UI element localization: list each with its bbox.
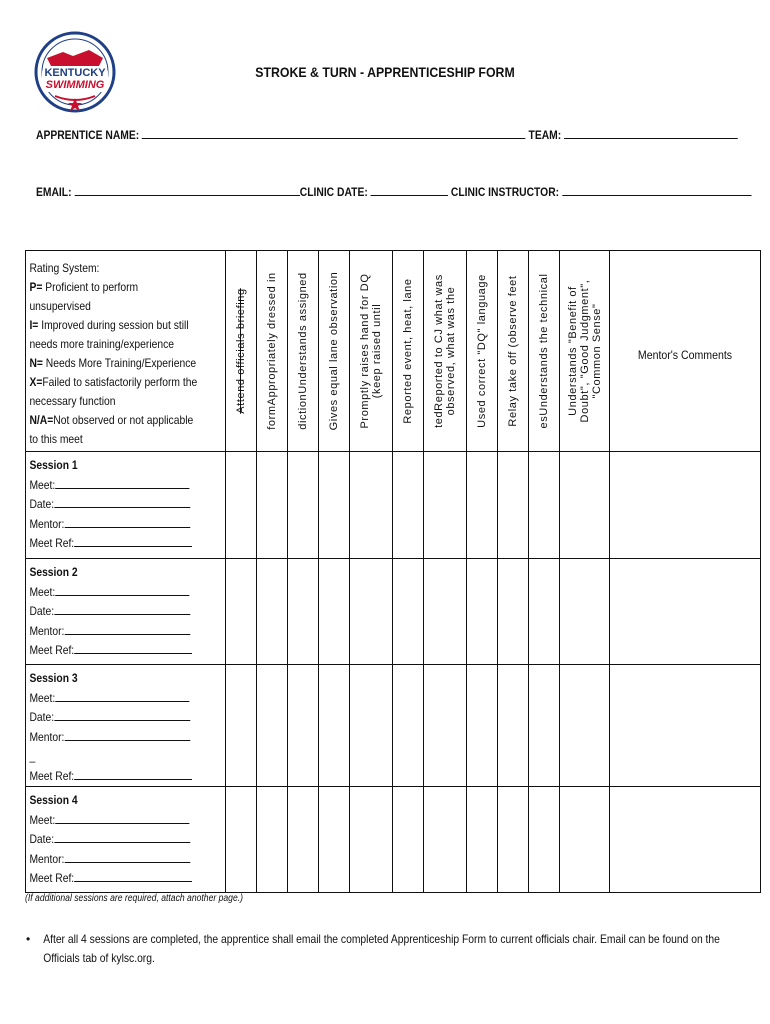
- session-3-cell: [26, 665, 226, 787]
- mentor-comments-label: Mentor's Comments: [638, 348, 733, 362]
- session-2-meet-field[interactable]: [55, 583, 189, 596]
- rating-cell[interactable]: [529, 665, 560, 787]
- rating-cell[interactable]: [424, 665, 467, 787]
- rating-cell[interactable]: [424, 559, 467, 665]
- rating-cell[interactable]: [467, 665, 498, 787]
- rating-na-text2: to this meet: [29, 432, 83, 446]
- email-row: [36, 184, 751, 199]
- column-header-11-text3: "Common Sense": [590, 303, 603, 399]
- session-2-meet-label: Meet:: [29, 584, 56, 599]
- column-header-3: [288, 251, 319, 452]
- rating-cell[interactable]: [226, 452, 257, 559]
- column-header-3-text: dictionUnderstands assigned: [297, 272, 310, 430]
- column-header-11-text: Understands "Benefit of: [566, 286, 579, 416]
- rating-cell[interactable]: [467, 452, 498, 559]
- apprentice-name-label: APPRENTICE NAME:: [36, 128, 140, 142]
- rating-i-text2: needs more training/experience: [29, 337, 175, 351]
- rating-cell[interactable]: [257, 665, 288, 787]
- mentor-comment-cell[interactable]: [610, 452, 761, 559]
- rating-cell[interactable]: [529, 787, 560, 893]
- session-4-date-field[interactable]: [54, 830, 190, 843]
- rating-n-key: N=: [29, 356, 43, 370]
- session-1-meet-ref-field[interactable]: [74, 534, 192, 547]
- column-header-6-text: Reported event, heat, lane: [402, 278, 415, 424]
- rating-cell[interactable]: [288, 787, 319, 893]
- rating-cell[interactable]: [498, 787, 529, 893]
- session-4-meet-label: Meet:: [29, 812, 56, 827]
- rating-cell[interactable]: [498, 559, 529, 665]
- column-header-7-text: tedReported to CJ what was: [433, 274, 446, 428]
- column-header-2-text: formAppropriately dressed in: [266, 272, 279, 430]
- rating-cell[interactable]: [393, 452, 424, 559]
- team-label: TEAM:: [528, 128, 562, 142]
- rating-cell[interactable]: [467, 787, 498, 893]
- bullet-symbol: •: [26, 932, 31, 946]
- table-header-row: [26, 251, 761, 452]
- column-header-2: [257, 251, 288, 452]
- column-header-5: [350, 251, 393, 452]
- column-header-6: [393, 251, 424, 452]
- rating-p-key: P=: [29, 280, 43, 294]
- mentor-comment-cell[interactable]: [610, 665, 761, 787]
- rating-cell[interactable]: [257, 787, 288, 893]
- rating-cell[interactable]: [319, 452, 350, 559]
- rating-cell[interactable]: [560, 559, 610, 665]
- rating-cell[interactable]: [529, 559, 560, 665]
- session-4-meet-ref-field[interactable]: [74, 869, 192, 882]
- rating-x-key: X=: [29, 375, 43, 389]
- session-1-meet-ref-label: Meet Ref:: [29, 536, 75, 550]
- session-4-mentor-label: Mentor:: [29, 851, 65, 866]
- rating-cell[interactable]: [288, 665, 319, 787]
- rating-x-text: Failed to satisfactorily perform the: [42, 375, 198, 389]
- rating-cell[interactable]: [319, 559, 350, 665]
- session-2-cell: [26, 559, 226, 665]
- session-2-title: Session 2: [29, 565, 78, 579]
- column-header-11-text2: Doubt", "Good Judgment",: [578, 279, 591, 423]
- rating-cell[interactable]: [350, 559, 393, 665]
- column-header-8-text: Used correct "DQ" language: [476, 274, 489, 428]
- session-4-meet-field[interactable]: [55, 811, 189, 824]
- rating-cell[interactable]: [226, 787, 257, 893]
- column-header-1: [226, 251, 257, 452]
- column-header-5-text2: (keep raised until: [371, 303, 384, 399]
- rating-i-key: I=: [29, 318, 39, 332]
- session-1-title: Session 1: [29, 458, 78, 472]
- rating-cell[interactable]: [350, 452, 393, 559]
- column-header-10-text: esUnderstands the technical: [538, 273, 551, 429]
- clinic-instructor-field[interactable]: [562, 184, 751, 196]
- session-3-meet-ref-field[interactable]: [74, 767, 192, 780]
- session-3-extra-line: _: [29, 749, 36, 763]
- column-header-5-text: Promptly raises hand for DQ: [359, 273, 372, 429]
- rating-cell[interactable]: [257, 452, 288, 559]
- rating-cell[interactable]: [350, 787, 393, 893]
- rating-cell[interactable]: [424, 452, 467, 559]
- session-3-meet-field[interactable]: [55, 689, 189, 702]
- session-1-mentor-label: Mentor:: [29, 516, 65, 531]
- rating-cell[interactable]: [226, 559, 257, 665]
- rating-cell[interactable]: [498, 452, 529, 559]
- apprentice-name-field[interactable]: [142, 127, 526, 139]
- rating-cell[interactable]: [467, 559, 498, 665]
- session-3-date-label: Date:: [29, 710, 55, 724]
- instruction-bullet: [26, 930, 726, 968]
- rating-cell[interactable]: [393, 559, 424, 665]
- rating-p-text: Proficient to perform: [42, 280, 139, 294]
- rating-i-text: Improved during session but still: [38, 318, 189, 332]
- rating-n-text: Needs More Training/Experience: [42, 356, 197, 370]
- rating-na-text: Not observed or not applicable: [53, 413, 194, 427]
- table-row: [26, 787, 761, 893]
- mentor-comments-header: [610, 251, 761, 452]
- rating-cell[interactable]: [288, 559, 319, 665]
- mentor-comment-cell[interactable]: [610, 787, 761, 893]
- session-4-cell: [26, 787, 226, 893]
- session-2-mentor-field[interactable]: [64, 622, 190, 635]
- session-2-meet-ref-label: Meet Ref:: [29, 643, 75, 657]
- column-header-8: [467, 251, 498, 452]
- table-row: [26, 665, 761, 787]
- email-field[interactable]: [74, 184, 299, 196]
- rating-cell[interactable]: [393, 787, 424, 893]
- session-3-meet-ref-label: Meet Ref:: [29, 768, 75, 783]
- session-2-meet-ref-field[interactable]: [74, 641, 192, 654]
- column-header-9: [498, 251, 529, 452]
- clinic-date-label: CLINIC DATE:: [299, 185, 368, 199]
- session-1-cell: [26, 452, 226, 559]
- rating-cell[interactable]: [498, 665, 529, 787]
- session-2-date-label: Date:: [29, 604, 55, 618]
- column-header-4: [319, 251, 350, 452]
- session-4-mentor-field[interactable]: [64, 850, 190, 863]
- session-2-mentor-label: Mentor:: [29, 623, 65, 638]
- column-header-9-text: Relay take off (observe feet: [507, 275, 520, 427]
- session-4-date-label: Date:: [29, 832, 55, 846]
- logo-text-swimming: SWIMMING: [45, 79, 105, 91]
- session-2-date-field[interactable]: [54, 602, 190, 615]
- rating-cell[interactable]: [350, 665, 393, 787]
- rating-cell[interactable]: [560, 787, 610, 893]
- instruction-text: After all 4 sessions are completed, the apprentice shall email the completed Apprenticeship Form to current officials chair. Email can be found on the Officials tab of kylsc.org.: [43, 932, 720, 965]
- column-header-7: [424, 251, 467, 452]
- rating-heading: Rating System:: [29, 261, 100, 275]
- rating-na-key: N/A=: [29, 413, 54, 427]
- table-row: [26, 452, 761, 559]
- session-3-meet-label: Meet:: [29, 690, 56, 705]
- session-4-title: Session 4: [29, 793, 78, 807]
- session-1-meet-label: Meet:: [29, 477, 56, 492]
- email-label: EMAIL:: [36, 185, 72, 199]
- table-row: [26, 559, 761, 665]
- session-3-date-field[interactable]: [54, 708, 190, 721]
- rating-cell[interactable]: [257, 559, 288, 665]
- rating-cell[interactable]: [560, 665, 610, 787]
- session-1-date-label: Date:: [29, 497, 55, 511]
- session-1-meet-field[interactable]: [55, 476, 189, 489]
- session-3-mentor-label: Mentor:: [29, 729, 65, 744]
- rating-cell[interactable]: [226, 665, 257, 787]
- clinic-instructor-label: CLINIC INSTRUCTOR:: [450, 185, 560, 199]
- rating-cell[interactable]: [529, 452, 560, 559]
- apprentice-name-row: [36, 127, 738, 142]
- page-title: STROKE & TURN - APPRENTICESHIP FORM: [255, 64, 515, 80]
- column-header-1-text: Attend officials briefing: [235, 288, 248, 414]
- column-header-11: [560, 251, 610, 452]
- rating-cell[interactable]: [319, 665, 350, 787]
- session-1-date-field[interactable]: [54, 495, 190, 508]
- rating-cell[interactable]: [288, 452, 319, 559]
- rating-system-legend: [26, 251, 197, 449]
- rating-system-cell: [26, 251, 226, 452]
- mentor-comment-cell[interactable]: [610, 559, 761, 665]
- rating-cell[interactable]: [393, 665, 424, 787]
- rating-x-text2: necessary function: [29, 394, 116, 408]
- session-1-mentor-field[interactable]: [64, 515, 190, 528]
- additional-sessions-note: (If additional sessions are required, attach another page.): [25, 893, 244, 904]
- rating-cell[interactable]: [319, 787, 350, 893]
- column-header-10: [529, 251, 560, 452]
- session-3-mentor-field[interactable]: [64, 728, 190, 741]
- evaluation-table: [25, 250, 761, 893]
- rating-cell[interactable]: [560, 452, 610, 559]
- logo-text-kentucky: KENTUCKY: [44, 67, 106, 79]
- session-4-meet-ref-label: Meet Ref:: [29, 871, 75, 885]
- clinic-date-field[interactable]: [371, 184, 448, 196]
- session-3-title: Session 3: [29, 671, 78, 685]
- column-header-7-text2: observed, what was the: [445, 286, 458, 416]
- team-field[interactable]: [564, 127, 738, 139]
- rating-cell[interactable]: [424, 787, 467, 893]
- rating-p-text2: unsupervised: [29, 299, 91, 313]
- column-header-4-text: Gives equal lane observation: [328, 271, 341, 431]
